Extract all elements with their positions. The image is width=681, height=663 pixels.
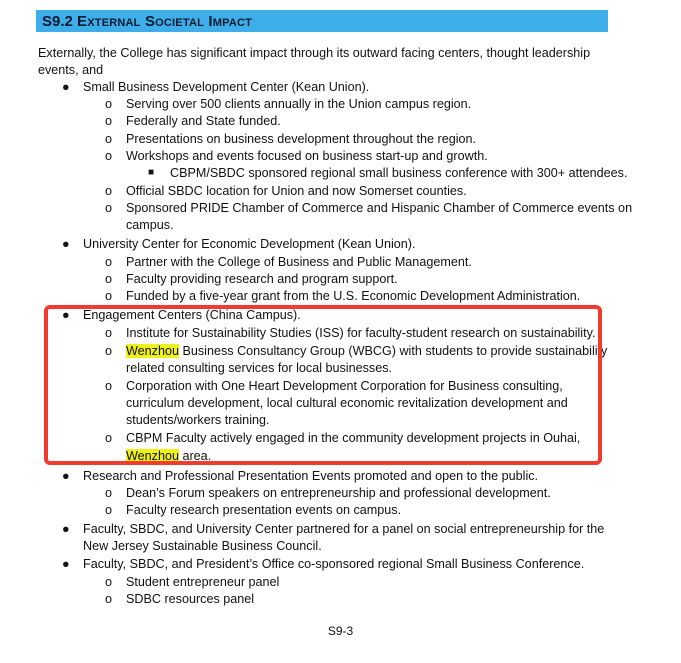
highlighted-word: Wenzhou — [126, 344, 179, 358]
engagement-label: Engagement Centers (China Campus). — [83, 308, 301, 322]
bullet-icon: ● — [62, 80, 70, 94]
list-item-continued: campus. — [126, 218, 174, 232]
list-item-continued: Wenzhou area. — [126, 449, 212, 463]
list-item: Workshops and events focused on business start-up and growth. — [126, 149, 488, 163]
list-item: Student entrepreneur panel — [126, 575, 280, 589]
list-item: Faculty research presentation events on campus. — [126, 503, 402, 517]
circle-bullet-icon: o — [105, 431, 113, 445]
callout-box — [44, 305, 602, 465]
section-title: External Societal Impact — [77, 13, 253, 30]
ucedc-label: University Center for Economic Development (Kean Union). — [83, 237, 416, 251]
list-item-continued: curriculum development, local cultural economic revitalization development and — [126, 396, 568, 410]
circle-bullet-icon: o — [105, 272, 113, 286]
list-item: Dean’s Forum speakers on entrepreneurship and professional development. — [126, 486, 551, 500]
list-item: Serving over 500 clients annually in the Union campus region. — [126, 97, 472, 111]
list-item: SDBC resources panel — [126, 592, 255, 606]
list-item: CBPM/SBDC sponsored regional small business conference with 300+ attendees. — [170, 166, 628, 180]
list-item: CBPM Faculty actively engaged in the community development projects in Ouhai, — [126, 431, 581, 445]
list-item: Partner with the College of Business and Public Management. — [126, 255, 472, 269]
circle-bullet-icon: o — [105, 114, 113, 128]
square-bullet-icon: ■ — [148, 167, 155, 178]
circle-bullet-icon: o — [105, 379, 113, 393]
circle-bullet-icon: o — [105, 255, 113, 269]
circle-bullet-icon: o — [105, 344, 113, 358]
list-item: Official SBDC location for Union and now Somerset counties. — [126, 184, 467, 198]
circle-bullet-icon: o — [105, 326, 113, 340]
intro-line-1: Externally, the College has significant impact through its outward facing centers, thought leadership — [38, 46, 591, 60]
list-item: Sponsored PRIDE Chamber of Commerce and Hispanic Chamber of Commerce events on — [126, 201, 633, 215]
list-item: Funded by a five-year grant from the U.S. Economic Development Administration. — [126, 289, 581, 303]
panel-line-2: New Jersey Sustainable Business Council. — [83, 539, 322, 553]
list-item: Faculty providing research and program support. — [126, 272, 398, 286]
list-item-continued: students/workers training. — [126, 413, 270, 427]
list-item: Wenzhou Business Consultancy Group (WBCG) with students to provide sustainability — [126, 344, 608, 358]
intro-line-2: events, and — [38, 63, 104, 77]
circle-bullet-icon: o — [105, 289, 113, 303]
circle-bullet-icon: o — [105, 132, 113, 146]
section-heading — [36, 10, 608, 32]
bullet-icon: ● — [62, 469, 70, 483]
research-label: Research and Professional Presentation Events promoted and open to the public. — [83, 469, 539, 483]
conference-label: Faculty, SBDC, and President’s Office co-sponsored regional Small Business Conference. — [83, 557, 585, 571]
circle-bullet-icon: o — [105, 592, 113, 606]
section-number: S9.2 — [42, 13, 73, 30]
bullet-icon: ● — [62, 522, 70, 536]
sbdc-label: Small Business Development Center (Kean Union). — [83, 80, 370, 94]
list-item: Presentations on business development throughout the region. — [126, 132, 477, 146]
page-number: S9-3 — [327, 624, 354, 638]
bullet-icon: ● — [62, 237, 70, 251]
bullet-icon: ● — [62, 308, 70, 322]
circle-bullet-icon: o — [105, 184, 113, 198]
highlighted-word: Wenzhou — [126, 449, 179, 463]
bullet-icon: ● — [62, 557, 70, 571]
circle-bullet-icon: o — [105, 486, 113, 500]
circle-bullet-icon: o — [105, 503, 113, 517]
list-item: Federally and State funded. — [126, 114, 281, 128]
circle-bullet-icon: o — [105, 201, 113, 215]
circle-bullet-icon: o — [105, 97, 113, 111]
list-item-continued: related consulting services for local businesses. — [126, 361, 392, 375]
circle-bullet-icon: o — [105, 149, 113, 163]
panel-line-1: Faculty, SBDC, and University Center partnered for a panel on social entrepreneurship for the — [83, 522, 605, 536]
list-item: Institute for Sustainability Studies (ISS) for faculty-student research on sustainability. — [126, 326, 596, 340]
list-item: Corporation with One Heart Development Corporation for Business consulting, — [126, 379, 563, 393]
circle-bullet-icon: o — [105, 575, 113, 589]
